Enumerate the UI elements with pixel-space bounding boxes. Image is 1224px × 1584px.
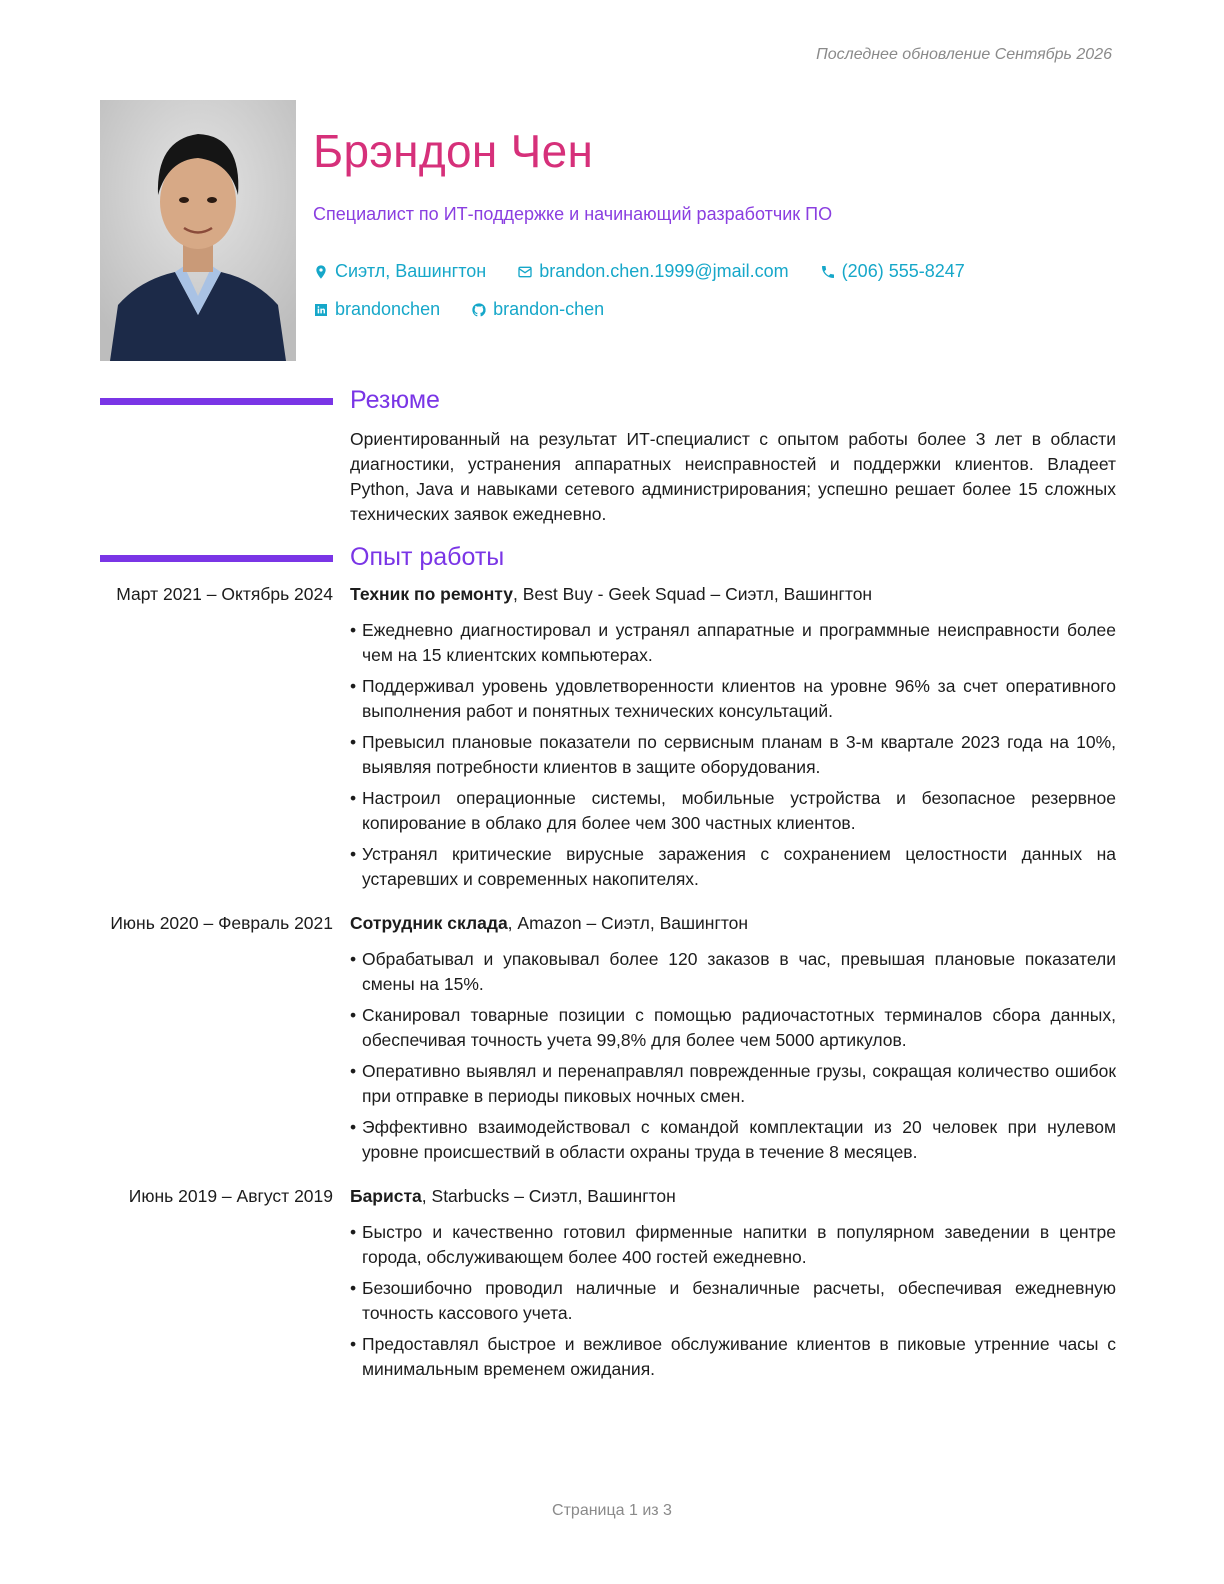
linkedin-icon <box>313 302 329 318</box>
contact-email[interactable] <box>517 261 788 282</box>
contact-linkedin[interactable] <box>313 299 440 320</box>
profile-photo-image <box>100 100 296 361</box>
job-bullets <box>350 1220 1116 1388</box>
job-bullet: • Сканировал товарные позиции с помощью радиочастотных терминалов сбора данных, обеспечивая точность учета 99,8% для более чем 5000 артикулов. <box>350 1003 1116 1053</box>
phone-icon <box>820 264 836 280</box>
experience-section-bar <box>100 555 333 562</box>
job-bullet: • Поддерживал уровень удовлетворенности клиентов на уровне 96% за счет оперативного выполнения работ и понятных технических консультаций. <box>350 674 1116 724</box>
contact-location <box>313 261 486 282</box>
job-dates: Июнь 2020 – Февраль 2021 <box>110 913 333 933</box>
job-bullet: • Безошибочно проводил наличные и безналичные расчеты, обеспечивая ежедневную точность кассового учета. <box>350 1276 1116 1326</box>
job-dates: Март 2021 – Октябрь 2024 <box>116 584 333 604</box>
job-role: Бариста <box>350 1186 422 1206</box>
page-number: Страница 1 из 3 <box>552 1502 672 1519</box>
job-bullet: • Оперативно выявлял и перенаправлял поврежденные грузы, сокращая количество ошибок при отправке в периоды пиковых ночных смен. <box>350 1059 1116 1109</box>
contact-linkedin-link[interactable]: brandonchen <box>335 299 441 319</box>
job-place: , Starbucks – Сиэтл, Вашингтон <box>421 1186 676 1206</box>
profile-photo <box>100 100 296 361</box>
last-updated: Последнее обновление Сентябрь 2026 <box>816 46 1112 63</box>
contact-phone[interactable] <box>820 261 965 282</box>
job-bullet: • Обрабатывал и упаковывал более 120 заказов в час, превышая плановые показатели смены на 15%. <box>350 947 1116 997</box>
contact-location-text: Сиэтл, Вашингтон <box>335 261 487 281</box>
job-bullet: • Предоставлял быстрое и вежливое обслуживание клиентов в пиковые утренние часы с минимальным временем ожидания. <box>350 1332 1116 1382</box>
contacts-row-1 <box>313 261 991 285</box>
contact-github-link[interactable]: brandon-chen <box>493 299 605 319</box>
job-title-line <box>350 584 872 605</box>
summary-section-bar <box>100 398 333 405</box>
job-place: , Amazon – Сиэтл, Вашингтон <box>507 913 749 933</box>
job-bullet: • Эффективно взаимодействовал с командой комплектации из 20 человек при нулевом уровне происшествий в области охраны труда в течение 8 месяцев. <box>350 1115 1116 1165</box>
summary-section-title: Резюме <box>350 386 440 414</box>
job-place: , Best Buy - Geek Squad – Сиэтл, Вашингтон <box>513 584 873 604</box>
candidate-name: Брэндон Чен <box>313 125 594 177</box>
job-dates: Июнь 2019 – Август 2019 <box>128 1186 333 1206</box>
job-bullet: • Быстро и качественно готовил фирменные напитки в популярном заведении в центре города, обслуживающем более 400 гостей ежедневно. <box>350 1220 1116 1270</box>
github-icon <box>471 302 487 318</box>
job-bullet: • Устранял критические вирусные заражения с сохранением целостности данных на устаревших и современных накопителях. <box>350 842 1116 892</box>
candidate-headline: Специалист по ИТ-поддержке и начинающий разработчик ПО <box>313 204 833 224</box>
job-bullet: • Превысил плановые показатели по сервисным планам в 3-м квартале 2023 года на 10%, выявляя потребности клиентов в защите оборудования. <box>350 730 1116 780</box>
job-bullets <box>350 947 1116 1171</box>
location-pin-icon <box>313 264 329 280</box>
contact-phone-link[interactable]: (206) 555-8247 <box>841 261 965 281</box>
experience-section-title: Опыт работы <box>350 543 505 571</box>
summary-text: Ориентированный на результат ИТ-специалист с опытом работы более 3 лет в области диагностики, устранения аппаратных неисправностей и поддержки клиентов. Владеет Python, Java и навыками сетевого администрирования; успешно решает более 15 сложных технических заявок ежедневно. <box>350 429 1116 524</box>
job-bullet: • Настроил операционные системы, мобильные устройства и безопасное резервное копирование в облако для более чем 300 частных клиентов. <box>350 786 1116 836</box>
contacts-row-2 <box>313 299 630 323</box>
contact-github[interactable] <box>471 299 604 320</box>
job-bullets <box>350 618 1116 898</box>
job-bullet: • Ежедневно диагностировал и устранял аппаратные и программные неисправности более чем на 15 клиентских компьютерах. <box>350 618 1116 668</box>
job-title-line <box>350 913 748 934</box>
envelope-icon <box>517 264 533 280</box>
job-role: Сотрудник склада <box>350 913 508 933</box>
contact-email-link[interactable]: brandon.chen.1999@jmail.com <box>539 261 789 281</box>
job-role: Техник по ремонту <box>350 584 514 604</box>
job-title-line <box>350 1186 676 1207</box>
